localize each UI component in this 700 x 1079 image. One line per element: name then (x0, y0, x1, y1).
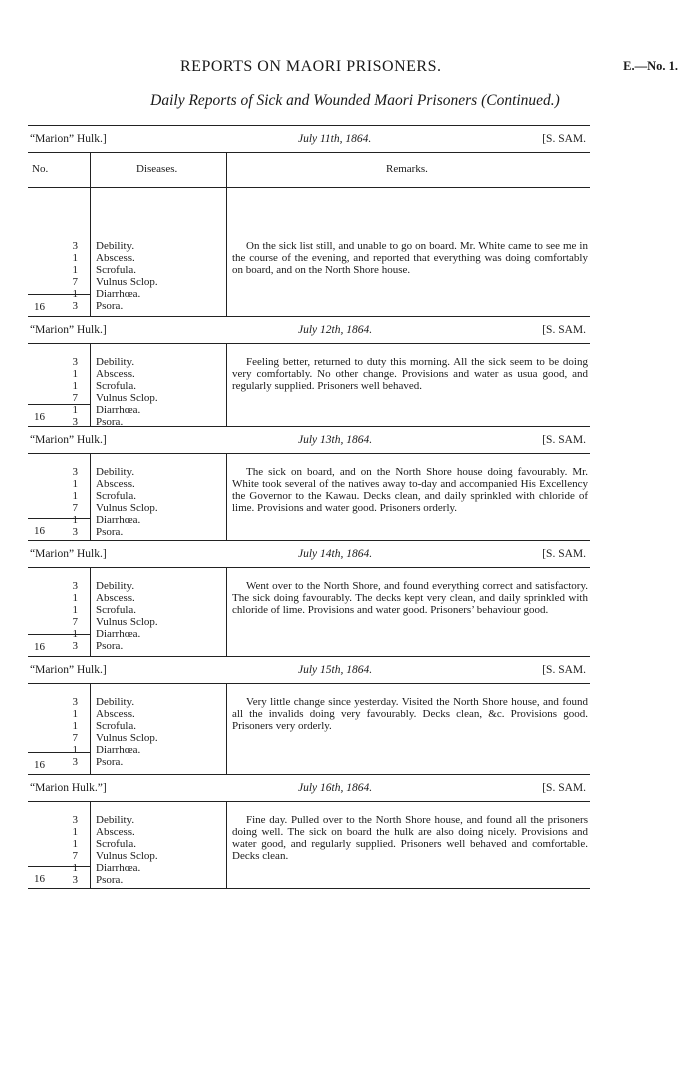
hulk-name: “Marion” Hulk.] (30, 133, 107, 145)
disease-name: Vulnus Sclop. (96, 616, 158, 628)
report-date: July 15th, 1864. (298, 664, 373, 676)
case-count: 1 (72, 380, 78, 392)
case-count: 3 (72, 416, 78, 428)
disease-name: Scrofula. (96, 838, 137, 850)
disease-name: Vulnus Sclop. (96, 850, 158, 862)
case-count: 7 (72, 276, 78, 288)
table-bottom-rule (28, 888, 590, 889)
disease-name: Vulnus Sclop. (96, 392, 158, 404)
disease-name: Abscess. (96, 826, 135, 838)
case-count: 3 (72, 526, 78, 538)
disease-name: Abscess. (96, 368, 135, 380)
report-header (28, 774, 590, 801)
report-remarks: Very little change since yesterday. Visited the North Shore house, and found all the invalids doing very favourably. Decks clean, &c. Provisions good. Prisoners very orderly. (232, 696, 588, 732)
page-title: REPORTS ON MAORI PRISONERS. (180, 58, 442, 75)
report-body (28, 343, 590, 426)
disease-name: Psora. (96, 526, 124, 538)
report-header (28, 426, 590, 453)
disease-name: Scrofula. (96, 720, 137, 732)
report-signature: [S. SAM. (542, 434, 586, 446)
total-count: 16 (34, 525, 45, 537)
case-count: 1 (72, 826, 78, 838)
case-count: 1 (72, 252, 78, 264)
hulk-name: “Marion” Hulk.] (30, 324, 107, 336)
case-count: 3 (72, 814, 78, 826)
disease-name: Debility. (96, 356, 135, 368)
daily-report (28, 656, 590, 774)
disease-name: Diarrhœa. (96, 862, 141, 874)
report-remarks: Feeling better, returned to duty this morning. All the sick seem to be doing very comfortably. No other change. Provisions and water as usua good, and regularly supplied. Prisoners well behaved. (232, 356, 588, 392)
disease-name: Vulnus Sclop. (96, 732, 158, 744)
case-count: 3 (72, 696, 78, 708)
report-date: July 14th, 1864. (298, 548, 373, 560)
case-count: 7 (72, 502, 78, 514)
total-count: 16 (34, 641, 45, 653)
total-row (28, 404, 90, 427)
report-header (28, 540, 590, 567)
hulk-name: “Marion” Hulk.] (30, 548, 107, 560)
case-count: 1 (72, 368, 78, 380)
total-row (28, 752, 90, 775)
column-header-remarks: Remarks. (386, 163, 428, 175)
case-count: 7 (72, 616, 78, 628)
disease-name: Psora. (96, 874, 124, 886)
disease-name: Debility. (96, 814, 135, 826)
case-count: 1 (72, 478, 78, 490)
report-remarks: The sick on board, and on the North Shore house doing favourably. Mr. White took several of the natives away to-day and accompanied His Excellency the Governor to the Kawau. Decks clean, and daily sprinkled with chloride of lime. Provisions and water good. Prisoners orderly. (232, 466, 588, 514)
report-date: July 12th, 1864. (298, 324, 373, 336)
case-count: 1 (72, 604, 78, 616)
page-subtitle: Daily Reports of Sick and Wounded Maori Prisoners (Continued.) (150, 92, 560, 109)
case-count: 7 (72, 392, 78, 404)
report-body (28, 801, 590, 888)
report-date: July 13th, 1864. (298, 434, 373, 446)
report-remarks: Went over to the North Shore, and found everything correct and satisfactory. The sick doing favourably. The decks kept very clean, and daily sprinkled with chloride of lime. Provisions and water good. Prisoners’ behaviour good. (232, 580, 588, 616)
disease-list (96, 696, 224, 768)
case-count: 1 (72, 514, 78, 526)
disease-list (96, 814, 224, 886)
disease-name: Abscess. (96, 252, 135, 264)
report-remarks: Fine day. Pulled over to the North Shore house, and found all the prisoners doing well. The sick on board the hulk are also doing nicely. Provisions and water good, and regularly supplied. Prisoners well behaved and comfortable. Decks clean. (232, 814, 588, 862)
disease-name: Vulnus Sclop. (96, 276, 158, 288)
daily-report (28, 316, 590, 426)
disease-list (96, 240, 224, 312)
disease-name: Psora. (96, 416, 124, 428)
page-header (0, 58, 700, 82)
case-count: 7 (72, 732, 78, 744)
disease-name: Debility. (96, 696, 135, 708)
column-headers (28, 152, 590, 188)
case-count: 7 (72, 850, 78, 862)
report-body (28, 188, 590, 316)
case-count: 3 (72, 300, 78, 312)
disease-name: Scrofula. (96, 490, 137, 502)
report-signature: [S. SAM. (542, 782, 586, 794)
case-count: 3 (72, 756, 78, 768)
disease-name: Scrofula. (96, 380, 137, 392)
case-count: 3 (72, 874, 78, 886)
report-body (28, 567, 590, 656)
report-signature: [S. SAM. (542, 664, 586, 676)
hulk-name: “Marion” Hulk.] (30, 434, 107, 446)
column-header-no: No. (32, 163, 49, 175)
report-remarks: On the sick list still, and unable to go on board. Mr. White came to see me in the course of the evening, and reported that everything was doing comfortably on board, and on the North Shore house. (232, 240, 588, 276)
case-count: 1 (72, 592, 78, 604)
case-count: 1 (72, 744, 78, 756)
disease-name: Psora. (96, 756, 124, 768)
total-count: 16 (34, 873, 45, 885)
disease-name: Debility. (96, 580, 135, 592)
disease-name: Abscess. (96, 708, 135, 720)
disease-name: Debility. (96, 240, 135, 252)
disease-list (96, 466, 224, 538)
disease-name: Abscess. (96, 478, 135, 490)
disease-name: Diarrhœa. (96, 514, 141, 526)
disease-name: Psora. (96, 640, 124, 652)
report-signature: [S. SAM. (542, 133, 586, 145)
case-count: 1 (72, 628, 78, 640)
case-count: 1 (72, 862, 78, 874)
disease-name: Psora. (96, 300, 124, 312)
disease-name: Abscess. (96, 592, 135, 604)
disease-list (96, 356, 224, 428)
daily-report (28, 540, 590, 656)
total-row (28, 634, 90, 657)
disease-name: Scrofula. (96, 604, 137, 616)
case-count: 1 (72, 288, 78, 300)
disease-name: Debility. (96, 466, 135, 478)
case-count: 3 (72, 240, 78, 252)
total-row (28, 518, 90, 541)
report-header (28, 125, 590, 152)
total-count: 16 (34, 301, 45, 313)
report-body (28, 683, 590, 774)
report-signature: [S. SAM. (542, 548, 586, 560)
disease-name: Vulnus Sclop. (96, 502, 158, 514)
daily-report (28, 774, 590, 888)
report-signature: [S. SAM. (542, 324, 586, 336)
disease-name: Diarrhœa. (96, 628, 141, 640)
report-header (28, 656, 590, 683)
case-count: 3 (72, 640, 78, 652)
disease-name: Diarrhœa. (96, 288, 141, 300)
case-count: 3 (72, 580, 78, 592)
total-row (28, 294, 90, 317)
hulk-name: “Marion” Hulk.] (30, 664, 107, 676)
document-reference: E.—No. 1. (623, 59, 678, 73)
case-count: 1 (72, 490, 78, 502)
report-body (28, 453, 590, 540)
daily-report (28, 426, 590, 540)
disease-list (96, 580, 224, 652)
hulk-name: “Marion Hulk.”] (30, 782, 107, 794)
column-header-diseases: Diseases. (136, 163, 178, 175)
report-date: July 11th, 1864. (298, 133, 372, 145)
reports-table (28, 125, 590, 888)
case-count: 1 (72, 404, 78, 416)
daily-report (28, 125, 590, 316)
report-header (28, 316, 590, 343)
case-count: 1 (72, 264, 78, 276)
disease-name: Diarrhœa. (96, 744, 141, 756)
report-date: July 16th, 1864. (298, 782, 373, 794)
disease-name: Diarrhœa. (96, 404, 141, 416)
case-count: 3 (72, 356, 78, 368)
case-count: 1 (72, 720, 78, 732)
case-count: 1 (72, 838, 78, 850)
case-count: 3 (72, 466, 78, 478)
case-count: 1 (72, 708, 78, 720)
disease-name: Scrofula. (96, 264, 137, 276)
total-count: 16 (34, 759, 45, 771)
total-count: 16 (34, 411, 45, 423)
total-row (28, 866, 90, 889)
